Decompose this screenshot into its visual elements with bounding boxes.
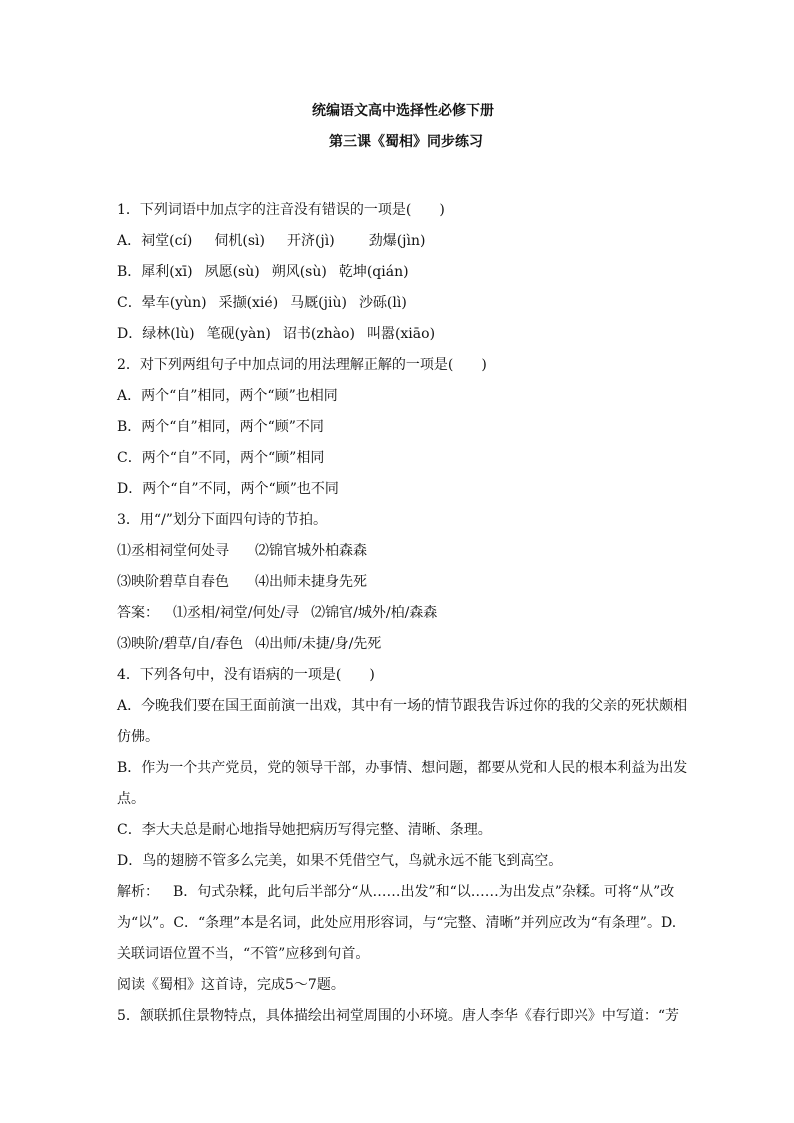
q5-stem: 5．颔联抓住景物特点，具体描绘出祠堂周围的小环境。唐人李华《春行即兴》中写道：“芳 [117,1008,680,1024]
q3-poem-row-2: ⑶映阶碧草自春色 ⑷出师未捷身先死 [117,574,367,590]
q4-analysis: 解析： B．句式杂糅，此句后半部分“从……出发”和“以……为出发点”杂糅。可将“从”改为“以”。C．“条理”本是名词，此处应用形容词，与“完整、清晰”并列应改为“有条理”。D.关联词语位置不当，“不管”应移到句首。 [117,884,677,962]
q4-option-d: D．鸟的翅膀不管多么完美，如果不凭借空气，鸟就永远不能飞到高空。 [117,853,563,869]
q3-stem: 3．用“/”划分下面四句诗的节拍。 [117,512,327,528]
q2-stem: 2．对下列两组句子中加点词的用法理解正解的一项是( ) [117,357,487,373]
q1-option-b: B．犀利(xī) 夙愿(sù) 朔风(sù) 乾坤(qián) [117,264,409,280]
lesson-title: 第三课《蜀相》同步练习 [329,134,483,150]
reading-intro: 阅读《蜀相》这首诗，完成5～7题。 [117,977,345,993]
q4-option-b: B．作为一个共产党员，党的领导干部，办事情、想问题，都要从党和人民的根本利益为出发点。 [117,760,688,807]
header [0,101,794,152]
q1-option-d: D．绿林(lù) 笔砚(yàn) 诏书(zhào) 叫嚣(xiāo) [117,326,436,342]
q3-answer-row-2: ⑶映阶/碧草/自/春色 ⑷出师/未捷/身/先死 [117,636,382,652]
q2-option-c: C．两个“自”不同，两个“顾”相同 [117,450,325,466]
q3-answer-row-1: 答案： ⑴丞相/祠堂/何处/寻 ⑵锦官/城外/柏/森森 [117,605,438,621]
q1-stem: 1．下列词语中加点字的注音没有错误的一项是( ) [117,202,445,218]
q2-option-a: A．两个“自”相同，两个“顾”也相同 [117,388,338,404]
q2-option-d: D．两个“自”不同，两个“顾”也不同 [117,481,339,497]
document-title: 统编语文高中选择性必修下册 [312,103,494,119]
q1-option-c: C．晕车(yùn) 采撷(xié) 马厩(jiù) 沙砾(lì) [117,295,407,311]
q4-stem: 4．下列各句中，没有语病的一项是( ) [117,667,375,683]
content [117,195,689,1032]
q1-option-a: A．祠堂(cí) 伺机(sì) 开济(jì) 劲爆(jìn) [117,233,426,249]
q4-option-a: A．今晚我们要在国王面前演一出戏，其中有一场的情节跟我告诉过你的我的父亲的死状颇相仿佛。 [117,698,688,745]
q3-poem-row-1: ⑴丞相祠堂何处寻 ⑵锦官城外柏森森 [117,543,367,559]
q4-option-c: C．李大夫总是耐心地指导她把病历写得完整、清晰、条理。 [117,822,492,838]
q2-option-b: B．两个“自”相同，两个“顾”不同 [117,419,324,435]
